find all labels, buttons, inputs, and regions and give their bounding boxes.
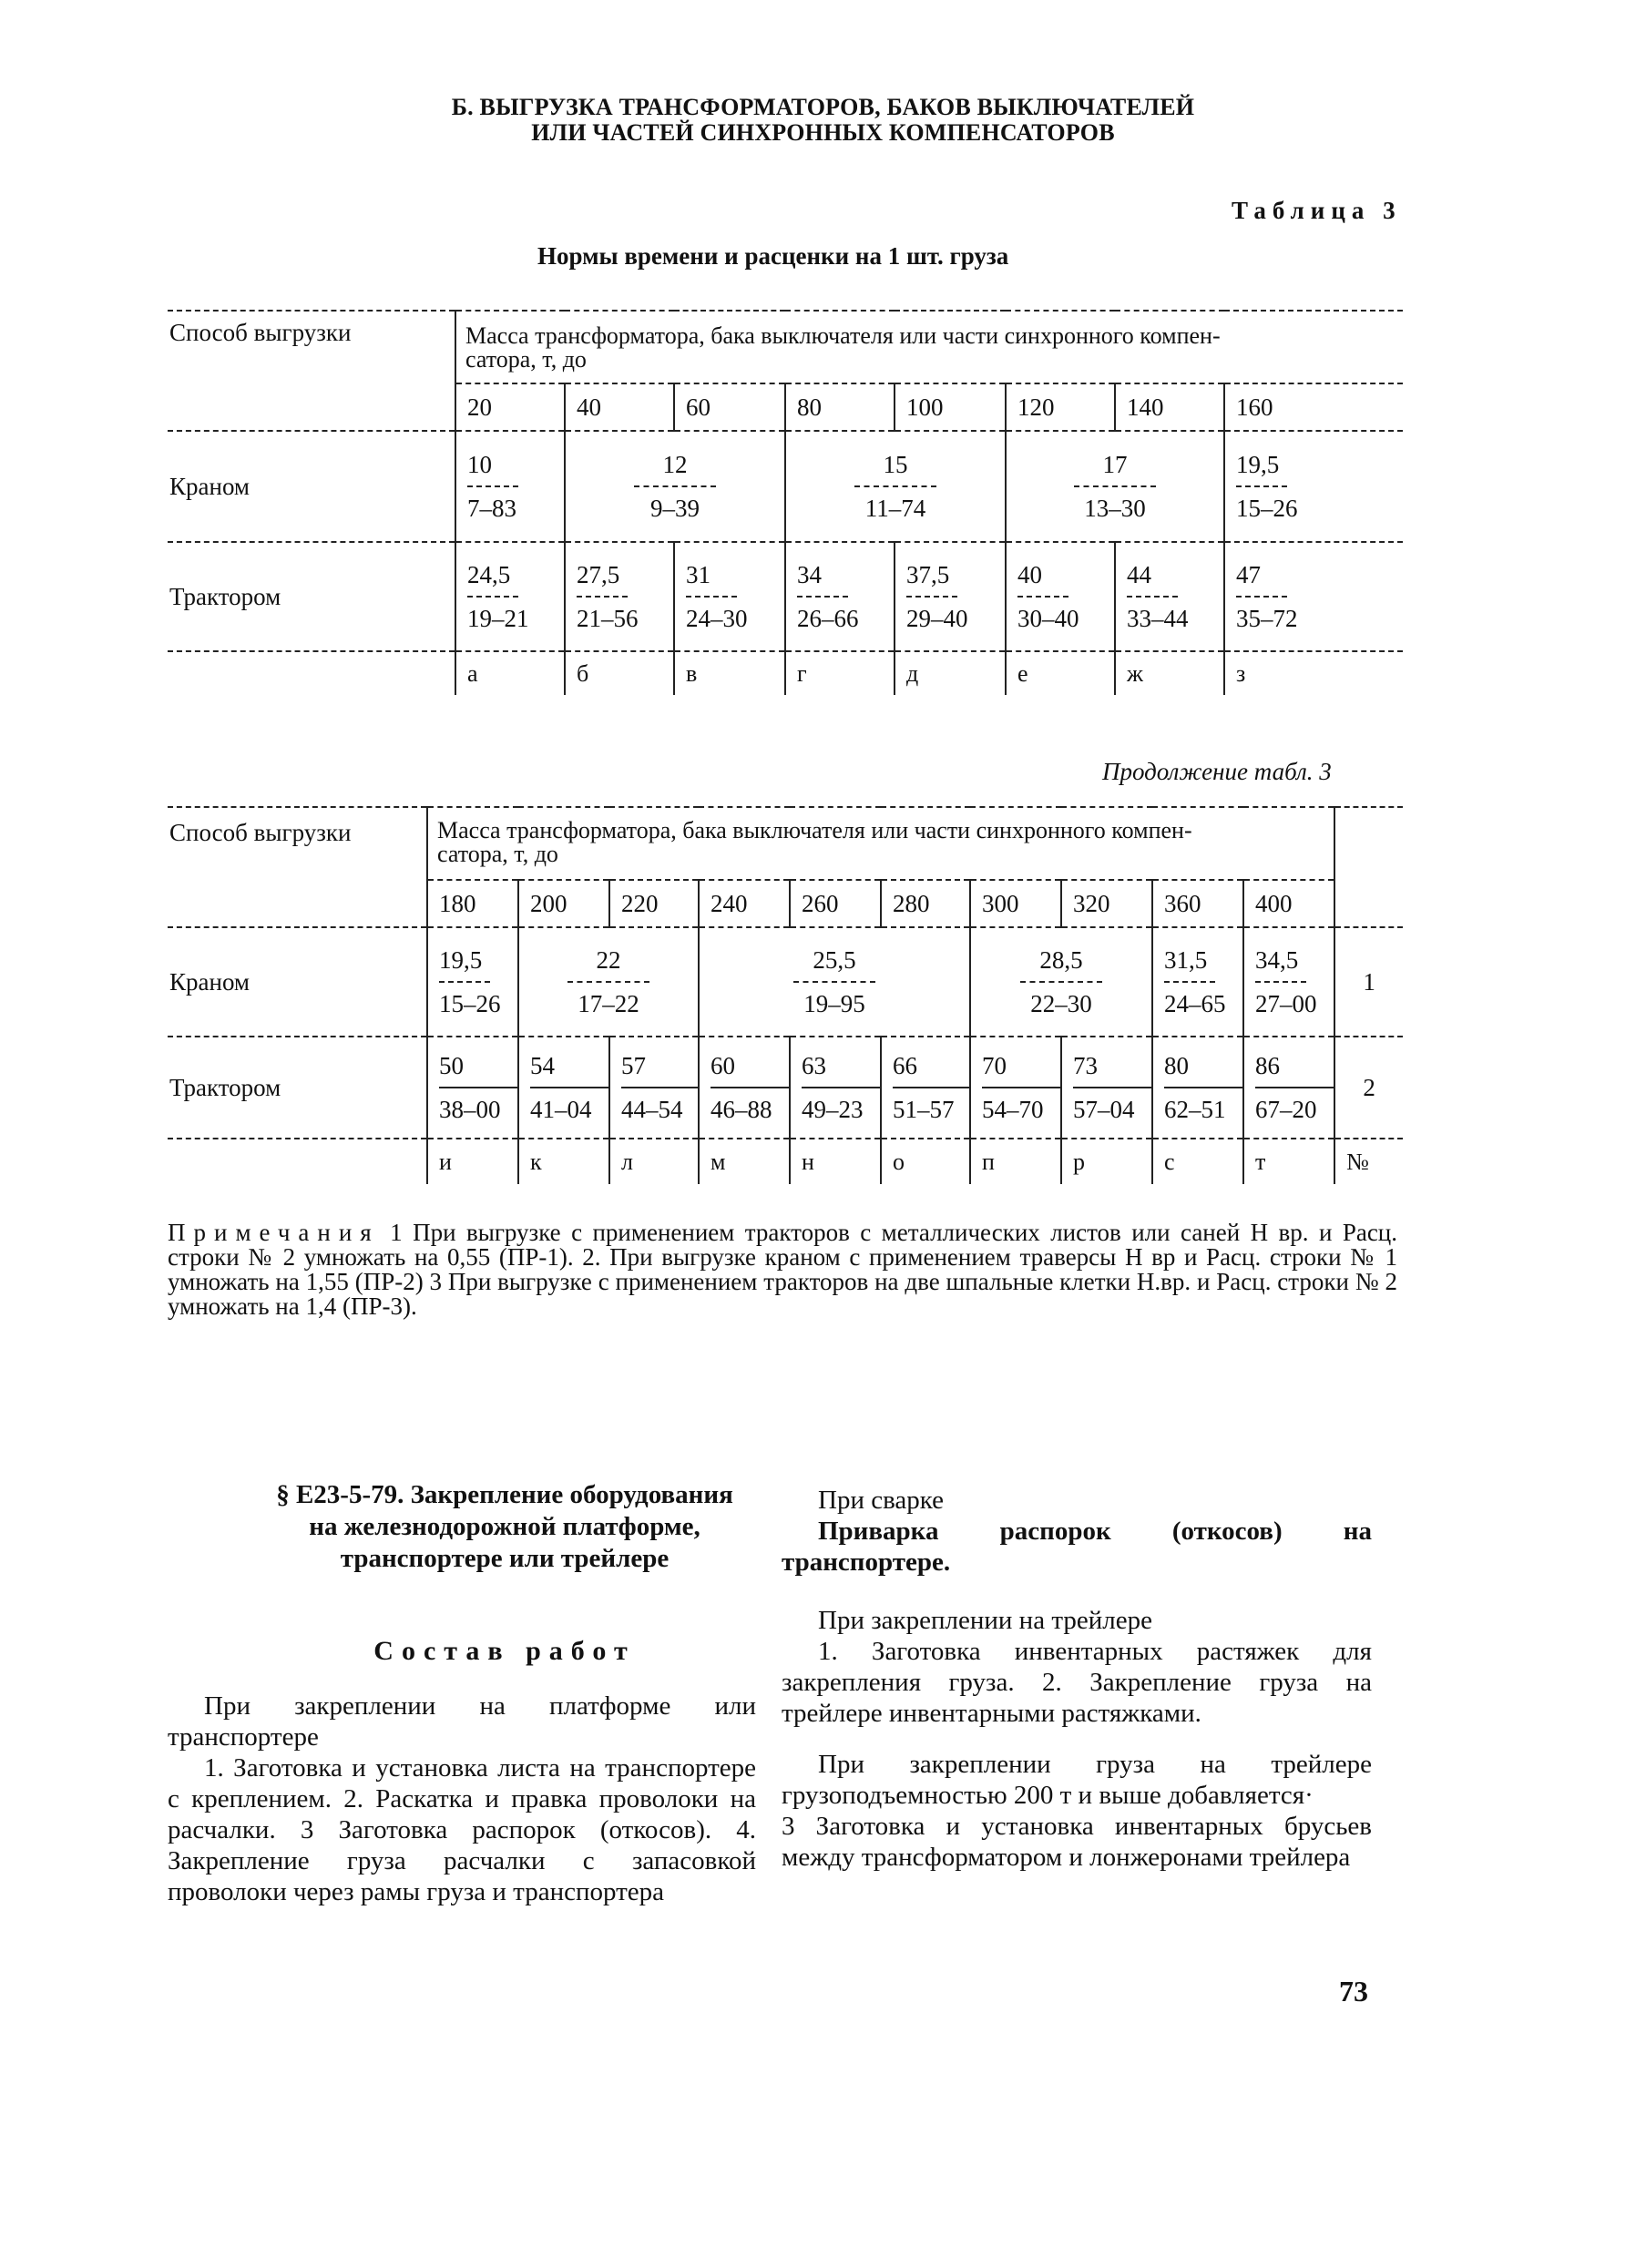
norm-value: 17: [1102, 451, 1128, 478]
rate-value: 19–21: [467, 605, 529, 632]
row-number: 2: [1334, 1037, 1403, 1139]
norm-value: 28,5: [1039, 946, 1083, 974]
norm-value: 12: [662, 451, 688, 478]
code-cell: к: [518, 1139, 609, 1184]
norm-value: 19,5: [439, 946, 483, 974]
col-header: 200: [518, 880, 609, 927]
code-cell: а: [455, 651, 565, 695]
right-paragraph-5: При закреплении груза на трейлере грузоподъемностью 200 т и выше добавляется·: [782, 1750, 1372, 1810]
row-number-header: [1334, 807, 1403, 927]
norm-value: 73: [1073, 1052, 1098, 1079]
rate-value: 26–66: [797, 605, 859, 632]
table-notes: [168, 1221, 1397, 1319]
norm-value: 19,5: [1236, 451, 1280, 478]
norm-value: 44: [1127, 561, 1151, 588]
heading-line-2: ИЛИ ЧАСТЕЙ СИНХРОННЫХ КОМПЕНСАТОРОВ: [531, 119, 1115, 146]
norm-value: 22: [596, 946, 621, 974]
norm-value: 86: [1255, 1052, 1280, 1079]
mass-header: [427, 807, 1334, 880]
table-continuation: Продолжение табл. 3: [1102, 758, 1332, 785]
code-cell: в: [674, 651, 785, 695]
col-header: 120: [1006, 383, 1115, 431]
rate-value: 22–30: [1030, 990, 1092, 1017]
table-cell: [895, 542, 1006, 651]
norm-value: 10: [467, 451, 492, 478]
table-cell: [1243, 927, 1334, 1037]
table-cell: [1061, 1037, 1152, 1139]
code-cell: л: [609, 1139, 699, 1184]
table-cell: [1224, 431, 1403, 542]
mass-header: [455, 311, 1403, 383]
code-cell: д: [895, 651, 1006, 695]
table-cell: [565, 542, 674, 651]
method-header: [168, 807, 427, 927]
table-cell: [518, 1037, 609, 1139]
col-header: 160: [1224, 383, 1403, 431]
method-header: [168, 311, 455, 431]
rate-value: 24–30: [686, 605, 748, 632]
col-header: 320: [1061, 880, 1152, 927]
section-title-line-3: транспортере или трейлере: [340, 1544, 670, 1573]
norm-value: 63: [802, 1052, 826, 1079]
right-paragraph-2: Приварка распорок (откосов) на транспортере.: [782, 1517, 1372, 1577]
norm-value: 70: [982, 1052, 1007, 1079]
right-column: [782, 1485, 1372, 1873]
right-paragraph-4: 1. Заготовка инвентарных растяжек для закрепления груза. 2. Закрепление груза на трейлере инвентарными растяжками.: [782, 1637, 1372, 1728]
code-cell: г: [785, 651, 895, 695]
col-header: 220: [609, 880, 699, 927]
table-cell: [1006, 542, 1115, 651]
table-cell: [970, 927, 1152, 1037]
no-label: №: [1334, 1139, 1403, 1184]
right-paragraph-6: 3 Заготовка и установка инвентарных брусьев между трансформатором и лонжеронами трейлера: [782, 1812, 1372, 1872]
code-cell: ж: [1115, 651, 1224, 695]
table-cell: [1243, 1037, 1334, 1139]
code-cell: е: [1006, 651, 1115, 695]
left-paragraph-2: 1. Заготовка и установка листа на транспортере с креплением. 2. Раскатка и правка проволоки на расчалки. 3 Заготовка распорок (откосов). 4. Закрепление груза расчалки с запасовкой проволоки через рамы груза и транспортера: [168, 1753, 756, 1906]
rate-value: 62–51: [1164, 1096, 1226, 1123]
mass-header-line-1: Масса трансформатора, бака выключателя или части синхронного компен-: [465, 322, 1221, 349]
table-cell: [1224, 542, 1403, 651]
norm-value: 50: [439, 1052, 464, 1079]
mass-header-line-2: сатора, т, до: [465, 346, 587, 373]
code-cell: м: [699, 1139, 790, 1184]
rate-value: 9–39: [650, 495, 700, 522]
mass-header-line-2: сатора, т, до: [437, 841, 558, 867]
mass-header-line-1: Масса трансформатора, бака выключателя или части синхронного компен-: [437, 817, 1192, 843]
rate-value: 17–22: [578, 990, 639, 1017]
code-cell: з: [1224, 651, 1403, 695]
code-cell: б: [565, 651, 674, 695]
rate-value: 38–00: [439, 1096, 501, 1123]
table-cell: [455, 431, 565, 542]
norms-table-part-2: [168, 806, 1403, 1184]
norm-value: 27,5: [577, 561, 620, 588]
table-cell: [565, 431, 785, 542]
col-header: 300: [970, 880, 1061, 927]
table-cell: [785, 542, 895, 651]
page-number: 73: [1339, 1975, 1368, 2007]
col-header: 20: [455, 383, 565, 431]
norm-value: 34,5: [1255, 946, 1299, 974]
norm-value: 34: [797, 561, 822, 588]
table-cell: [699, 1037, 790, 1139]
table-cell: [427, 1037, 518, 1139]
col-header: 240: [699, 880, 790, 927]
col-header: 140: [1115, 383, 1224, 431]
row-label-tractor: Трактором: [168, 1037, 427, 1139]
rate-value: 35–72: [1236, 605, 1298, 632]
row-label-tractor: Трактором: [168, 542, 455, 651]
row-number: 1: [1334, 927, 1403, 1037]
code-cell: п: [970, 1139, 1061, 1184]
col-header: 260: [790, 880, 881, 927]
table-cell: [1152, 927, 1243, 1037]
code-cell: с: [1152, 1139, 1243, 1184]
norm-value: 31,5: [1164, 946, 1208, 974]
section-title-line-2: на железнодорожной платформе,: [309, 1512, 700, 1541]
code-row-spacer: [168, 651, 455, 695]
col-header: 100: [895, 383, 1006, 431]
norm-value: 60: [711, 1052, 735, 1079]
norm-value: 31: [686, 561, 711, 588]
rate-value: 41–04: [530, 1096, 592, 1123]
rate-value: 15–26: [439, 990, 501, 1017]
table-cell: [674, 542, 785, 651]
col-header: 180: [427, 880, 518, 927]
col-header: 280: [881, 880, 970, 927]
section-title-line-1: § Е23-5-79. Закрепление оборудования: [276, 1480, 733, 1509]
rate-value: 54–70: [982, 1096, 1044, 1123]
table-cell: [1115, 542, 1224, 651]
rate-value: 29–40: [906, 605, 968, 632]
norm-value: 37,5: [906, 561, 950, 588]
norm-value: 15: [883, 451, 908, 478]
norm-value: 54: [530, 1052, 555, 1079]
rate-value: 11–74: [864, 495, 926, 522]
table-cell: [790, 1037, 881, 1139]
row-label-crane: Краном: [168, 431, 455, 542]
rate-value: 51–57: [893, 1096, 955, 1123]
table-cell: [427, 927, 518, 1037]
norm-value: 66: [893, 1052, 917, 1079]
norm-value: 25,5: [813, 946, 856, 974]
table-cell: [1006, 431, 1224, 542]
norm-value: 24,5: [467, 561, 511, 588]
rate-value: 30–40: [1017, 605, 1079, 632]
rate-value: 13–30: [1084, 495, 1146, 522]
notes-label: Примечания: [168, 1219, 380, 1246]
table-cell: [518, 927, 699, 1037]
table-cell: [970, 1037, 1061, 1139]
section-title: [195, 1479, 814, 1575]
code-row-spacer: [168, 1139, 427, 1184]
table-cell: [455, 542, 565, 651]
col-header: 60: [674, 383, 785, 431]
code-cell: р: [1061, 1139, 1152, 1184]
composition-heading: Состав работ: [373, 1636, 636, 1666]
rate-value: 21–56: [577, 605, 639, 632]
col-header: 360: [1152, 880, 1243, 927]
method-header-text: Способ выгрузки: [169, 819, 352, 846]
norm-value: 80: [1164, 1052, 1189, 1079]
rate-value: 46–88: [711, 1096, 772, 1123]
heading-line-1: Б. ВЫГРУЗКА ТРАНСФОРМАТОРОВ, БАКОВ ВЫКЛЮЧАТЕЛЕЙ: [451, 94, 1195, 120]
table-cell: [1152, 1037, 1243, 1139]
rate-value: 33–44: [1127, 605, 1189, 632]
rate-value: 57–04: [1073, 1096, 1135, 1123]
code-cell: и: [427, 1139, 518, 1184]
col-header: 400: [1243, 880, 1334, 927]
notes-text: 1 При выгрузке с применением тракторов с металлических листов или саней Н вр. и Расц. строки № 2 умножать на 0,55 (ПР-1). 2. При выгрузке краном с применением траверсы Н вр и Расц. строки № 1 умножать на 1,55 (ПР-2) 3 При выгрузке с применением тракторов на две шпальные клетки Н.вр. и Расц. строки № 2 умножать на 1,4 (ПР-3).: [168, 1219, 1397, 1320]
col-header: 40: [565, 383, 674, 431]
rate-value: 24–65: [1164, 990, 1226, 1017]
right-paragraph-3: При закреплении на трейлере: [818, 1606, 1152, 1635]
table-cell: [699, 927, 970, 1037]
col-header: 80: [785, 383, 895, 431]
code-cell: н: [790, 1139, 881, 1184]
method-header-text: Способ выгрузки: [169, 319, 352, 346]
rate-value: 7–83: [467, 495, 516, 522]
table-cell: [881, 1037, 970, 1139]
table-cell: [785, 431, 1006, 542]
rate-value: 49–23: [802, 1096, 864, 1123]
row-label-crane: Краном: [168, 927, 427, 1037]
rate-value: 15–26: [1236, 495, 1298, 522]
rate-value: 19–95: [803, 990, 865, 1017]
rate-value: 27–00: [1255, 990, 1317, 1017]
norm-value: 40: [1017, 561, 1042, 588]
right-paragraph-1: При сварке: [818, 1486, 945, 1515]
norms-table-part-1: [168, 310, 1403, 695]
left-column: [168, 1691, 756, 1907]
rate-value: 44–54: [621, 1096, 683, 1123]
table-subtitle: Нормы времени и расценки на 1 шт. груза: [537, 242, 1009, 270]
norm-value: 57: [621, 1052, 646, 1079]
table-cell: [609, 1037, 699, 1139]
rate-value: 67–20: [1255, 1096, 1317, 1123]
code-cell: о: [881, 1139, 970, 1184]
table-number: Таблица 3: [1232, 197, 1402, 224]
norm-value: 47: [1236, 561, 1261, 588]
left-paragraph-1: При закреплении на платформе или транспортере: [168, 1691, 756, 1752]
code-cell: т: [1243, 1139, 1334, 1184]
